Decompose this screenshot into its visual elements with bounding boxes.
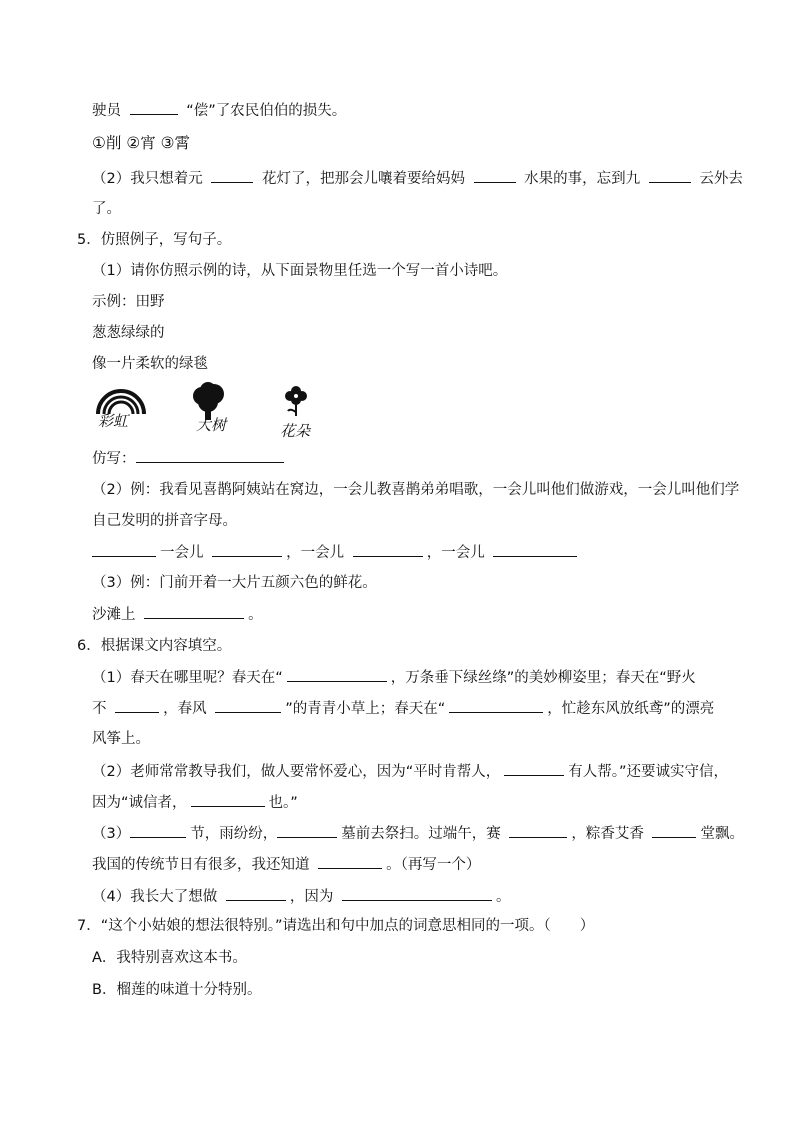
q6-p3-d: ，粽香艾香 bbox=[571, 826, 644, 842]
flower-icon bbox=[284, 384, 308, 420]
blank[interactable] bbox=[318, 854, 382, 869]
q6-p4-c: 。 bbox=[495, 889, 511, 905]
q7-option-a[interactable]: A．我特别喜欢这本书。 bbox=[92, 950, 247, 966]
blank[interactable] bbox=[226, 886, 286, 901]
pic-label-flower: 花朵 bbox=[280, 422, 311, 440]
blank[interactable] bbox=[509, 823, 567, 838]
blank[interactable] bbox=[504, 761, 564, 776]
blank[interactable] bbox=[191, 792, 265, 807]
q5-example-line2: 像一片柔软的绿毯 bbox=[92, 356, 208, 372]
q4-p2-c: 水果的事，忘到九 bbox=[524, 171, 641, 187]
q6-p1-line2 bbox=[92, 698, 714, 719]
q5-example-line1: 葱葱绿绿的 bbox=[92, 325, 165, 341]
q6-p2-a: （2）老师常常教导我们，做人要常怀爱心，因为“平时肯帮人， bbox=[92, 764, 501, 780]
blank[interactable] bbox=[353, 542, 423, 557]
q6-p1-e: ”的青青小草上；春天在“ bbox=[285, 701, 446, 717]
scenery-pictures bbox=[92, 382, 352, 442]
blank[interactable] bbox=[130, 823, 186, 838]
q6-p4-a: （4）我长大了想做 bbox=[92, 889, 218, 905]
q4-options: ①削 ②宵 ③霄 bbox=[92, 134, 191, 152]
q5-p3: （3）例：门前开着一大片五颜六色的鲜花。 bbox=[92, 575, 377, 591]
q4-p2-d: 云外去 bbox=[699, 171, 743, 187]
q4-line1-text-a: 驶员 bbox=[92, 103, 121, 119]
q6-p3-line2 bbox=[92, 854, 480, 875]
period: 。 bbox=[248, 607, 263, 623]
q7-option-b[interactable]: B．榴莲的味道十分特别。 bbox=[92, 982, 262, 998]
q6-p1-c: 不 bbox=[92, 701, 107, 717]
pic-label-rainbow: 彩虹 bbox=[98, 412, 129, 430]
q6-p1-g: 风筝上。 bbox=[92, 731, 150, 747]
q6-p3-e: 堂飘。 bbox=[700, 826, 744, 842]
q5-p2-answer bbox=[92, 542, 581, 563]
yihuier-1: 一会儿 bbox=[160, 545, 204, 561]
q5-example-title: 示例：田野 bbox=[92, 294, 165, 310]
q5-title: 5．仿照例子，写句子。 bbox=[77, 232, 232, 248]
yihuier-2: ，一会儿 bbox=[286, 545, 345, 561]
q4-p2-a: （2）我只想着元 bbox=[92, 171, 203, 187]
q6-p4-b: ，因为 bbox=[289, 889, 334, 905]
blank[interactable] bbox=[649, 168, 691, 183]
q6-p4 bbox=[92, 886, 510, 907]
blank[interactable] bbox=[652, 823, 696, 838]
q5-p3-answer bbox=[92, 604, 263, 625]
blank[interactable] bbox=[493, 542, 577, 557]
blank[interactable] bbox=[136, 448, 284, 463]
q4-part2 bbox=[92, 168, 743, 189]
q5-imitate-line bbox=[92, 448, 288, 469]
q6-p2-d: 也。” bbox=[268, 795, 298, 811]
q6-p2-line2 bbox=[92, 792, 298, 813]
blank[interactable] bbox=[92, 542, 156, 557]
pic-label-tree: 大树 bbox=[196, 416, 227, 434]
q6-p3-line1 bbox=[92, 823, 744, 844]
q6-title: 6．根据课文内容填空。 bbox=[77, 638, 232, 654]
imitate-label: 仿写： bbox=[92, 451, 136, 467]
q6-p3-g: 。（再写一个） bbox=[386, 857, 481, 873]
q5-p1: （1）请你仿照示例的诗，从下面景物里任选一个写一首小诗吧。 bbox=[92, 263, 508, 279]
q6-p2-b: 有人帮。”还要诚实守信， bbox=[568, 764, 729, 780]
q5-p2-cont: 自己发明的拼音字母。 bbox=[92, 513, 237, 529]
blank[interactable] bbox=[130, 100, 178, 115]
blank[interactable] bbox=[474, 168, 516, 183]
q4-line1-text-b: “偿”了农民伯伯的损失。 bbox=[186, 103, 347, 119]
beach-label: 沙滩上 bbox=[92, 607, 136, 623]
q6-p1-line1 bbox=[92, 667, 696, 688]
blank[interactable] bbox=[211, 168, 253, 183]
yihuier-3: ，一会儿 bbox=[426, 545, 485, 561]
blank[interactable] bbox=[115, 698, 159, 713]
q4-p2-b: 花灯了，把那会儿嚷着要给妈妈 bbox=[261, 171, 465, 187]
blank[interactable] bbox=[212, 542, 282, 557]
blank[interactable] bbox=[449, 698, 543, 713]
q6-p3-a: （3） bbox=[92, 826, 131, 842]
q5-p2: （2）例：我看见喜鹊阿姨站在窝边，一会儿教喜鹊弟弟唱歌，一会儿叫他们做游戏，一会儿叫他们学 bbox=[92, 482, 740, 498]
q6-p1-a: （1）春天在哪里呢？春天在“ bbox=[92, 670, 283, 686]
q4-line1 bbox=[92, 100, 346, 121]
q6-p2-line1 bbox=[92, 761, 728, 782]
q6-p1-b: ，万条垂下绿丝绦”的美妙柳姿里；春天在“野火 bbox=[390, 670, 696, 686]
q6-p3-f: 我国的传统节日有很多，我还知道 bbox=[92, 857, 310, 873]
q6-p3-c: 墓前去祭扫。过端午，赛 bbox=[341, 826, 501, 842]
blank[interactable] bbox=[287, 667, 387, 682]
q7-title: 7．“这个小姑娘的想法很特别。”请选出和句中加点的词意思相同的一项。（ ） bbox=[77, 918, 595, 934]
blank[interactable] bbox=[277, 823, 337, 838]
q6-p1-d: ，春风 bbox=[163, 701, 207, 717]
q6-p2-c: 因为“诚信者， bbox=[92, 795, 187, 811]
q6-p1-f: ，忙趁东风放纸鸢”的漂亮 bbox=[547, 701, 715, 717]
q6-p3-b: 节，雨纷纷， bbox=[190, 826, 278, 842]
q4-p2-end: 了。 bbox=[92, 201, 121, 217]
blank[interactable] bbox=[144, 604, 244, 619]
blank[interactable] bbox=[342, 886, 492, 901]
blank[interactable] bbox=[215, 698, 281, 713]
